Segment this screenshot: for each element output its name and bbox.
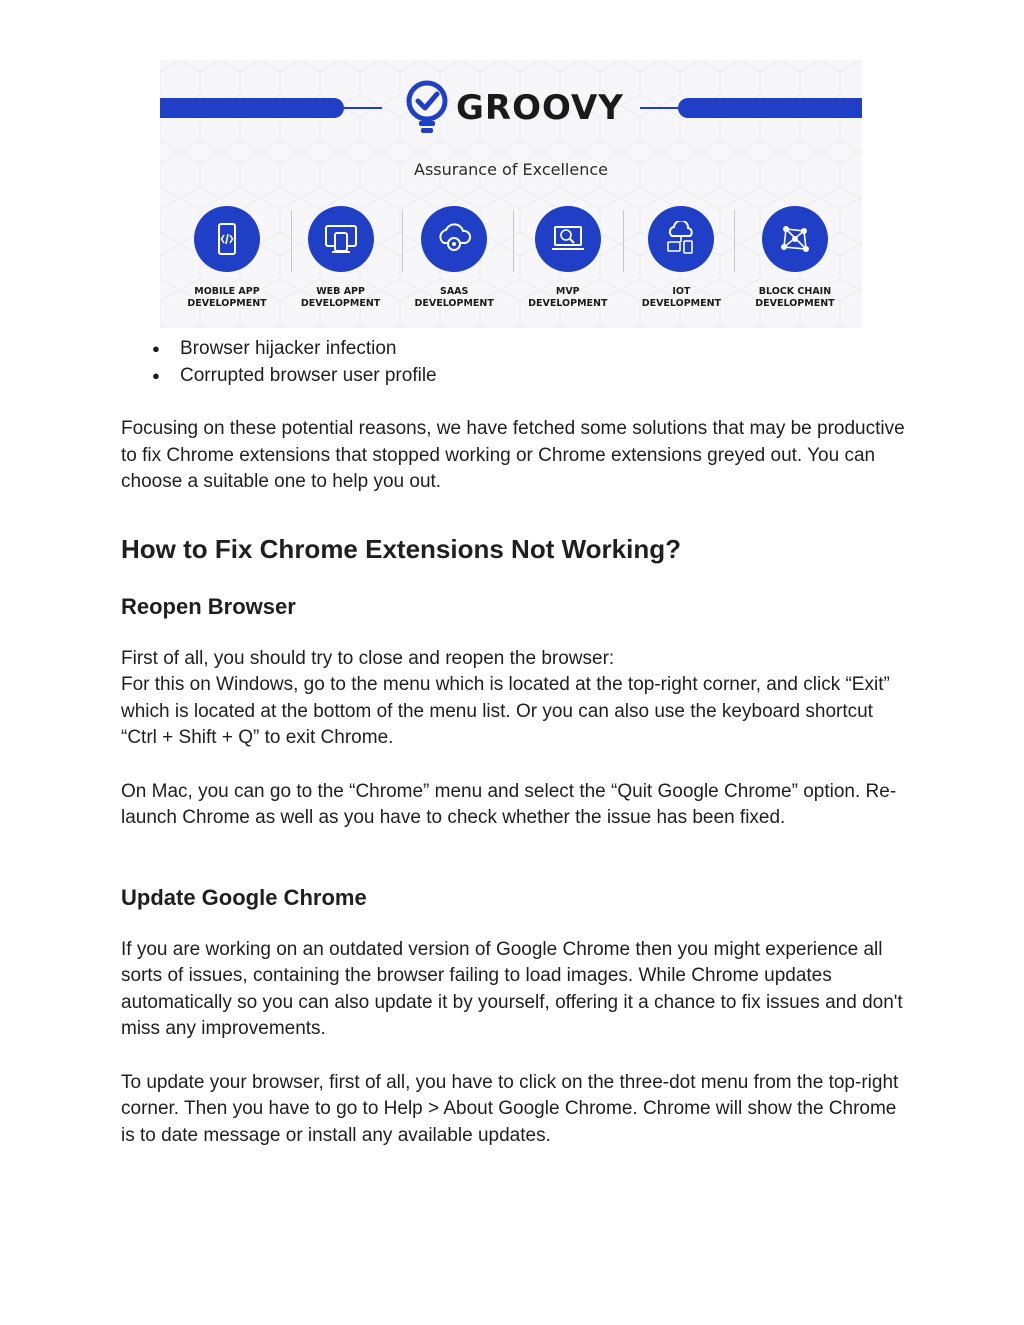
cloud-gear-icon <box>435 221 473 257</box>
service-mvp <box>521 206 615 310</box>
service-saas <box>407 206 501 310</box>
service-label: WEB APP DEVELOPMENT <box>300 286 381 309</box>
mvp-laptop-icon <box>549 221 587 257</box>
decor-bar-left <box>160 98 344 118</box>
cloud-devices-icon <box>662 221 700 257</box>
service-label: IOT DEVELOPMENT <box>641 286 722 309</box>
lightbulb-check-icon <box>406 80 448 136</box>
main-heading: How to Fix Chrome Extensions Not Working? <box>121 533 681 564</box>
reopen-mac-paragraph: On Mac, you can go to the “Chrome” menu and select the “Quit Google Chrome” option. Re-launch Chrome as well as you have to check whether the issue has been fixed. <box>121 780 897 828</box>
intro-paragraph: Focusing on these potential reasons, we have fetched some solutions that may be productive to fix Chrome extensions that stopped working or Chrome extensions greyed out. You can choose a suitable one to help you out. <box>121 418 905 492</box>
service-label: SAAS DEVELOPMENT <box>414 286 494 309</box>
update-paragraph-2: To update your browser, first of all, you have to click on the three-dot menu from the top-right corner. Then you have to go to Help > About Google Chrome. Chrome will show the Chrome is to date message or install any available updates. <box>121 1071 899 1146</box>
list-item: ● Corrupted browser user profile <box>121 363 911 390</box>
mobile-code-icon <box>209 221 245 257</box>
brand-name: GROOVY <box>456 88 624 128</box>
service-web-app <box>294 206 388 310</box>
groovy-banner <box>160 60 862 328</box>
decor-bar-right <box>678 98 862 118</box>
service-label: MVP DEVELOPMENT <box>528 286 608 309</box>
service-mobile-app <box>180 206 274 310</box>
service-blockchain <box>748 206 842 310</box>
section-heading-reopen: Reopen Browser <box>121 593 296 619</box>
tagline: Assurance of Excellence <box>414 160 608 179</box>
update-paragraph-1: If you are working on an outdated version of Google Chrome then you might experience all sorts of issues, containing the browser failing to load images. While Chrome updates automatically so you can also update it by yourself, offering it a chance to fix issues and don't miss any improvements. <box>121 938 903 1039</box>
service-label: BLOCK CHAIN DEVELOPMENT <box>755 286 835 309</box>
service-label: MOBILE APP DEVELOPMENT <box>187 286 267 309</box>
decor-line-right <box>640 107 678 109</box>
list-item: ● Browser hijacker infection <box>121 336 911 363</box>
article-body <box>121 336 911 1149</box>
cause-list <box>121 336 911 389</box>
reopen-windows-paragraph: For this on Windows, go to the menu which is located at the top-right corner, and click “Exit” which is located at the bottom of the menu list. Or you can also use the keyboard shortcut “Ctrl + Shift + Q” to exit Chrome. <box>121 674 890 748</box>
service-iot <box>634 206 728 310</box>
web-devices-icon <box>322 221 360 257</box>
section-heading-update: Update Google Chrome <box>121 884 367 910</box>
groovy-logo <box>406 80 624 136</box>
services-row <box>180 206 842 310</box>
reopen-intro-line: First of all, you should try to close and reopen the browser: <box>121 647 615 669</box>
decor-line-left <box>344 107 382 109</box>
network-nodes-icon <box>776 221 814 257</box>
